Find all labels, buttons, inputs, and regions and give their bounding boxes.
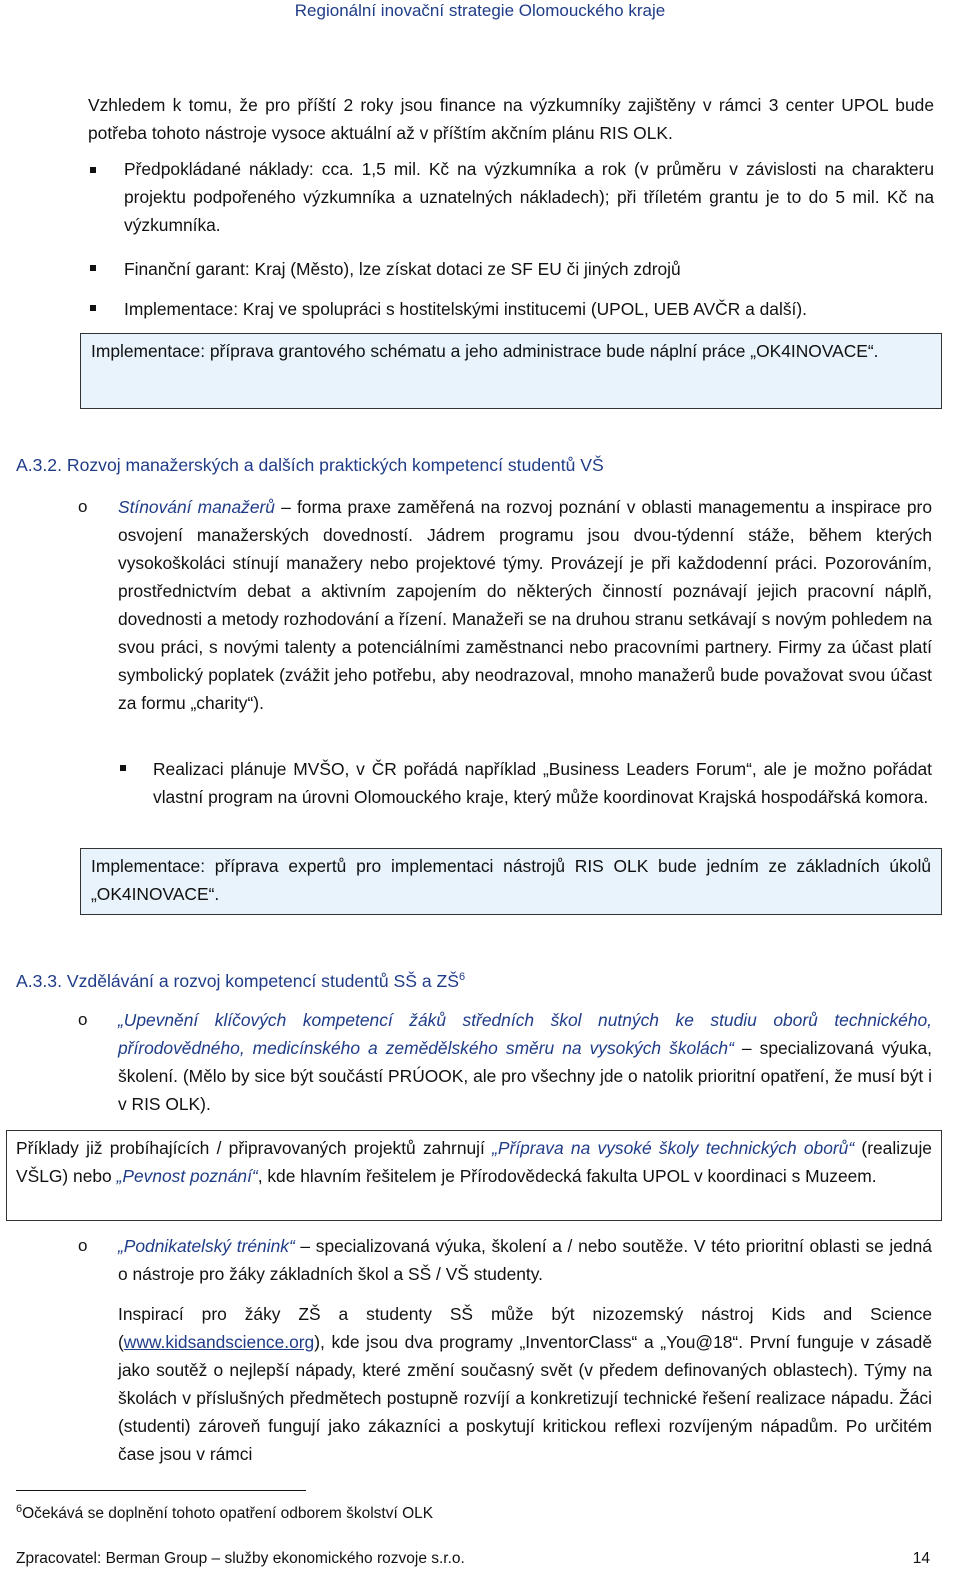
section-heading-a32 [16,453,916,477]
project-link-university-prep: „Příprava na vysoké školy technických oborů“ [492,1138,855,1158]
page-header-title: Regionální inovační strategie Olomouckého kraje [294,1,666,20]
bullet-square-icon [120,765,126,771]
key-competences-title: „Upevnění klíčových kompetencí žáků středních škol nutných ke studiu oborů technického, přírodovědného, medicínského a zemědělského směru na vysokých školách“ [118,1010,932,1058]
box-text-3: , kde hlavním řešitelem je Přírodovědecká fakulta UPOL v koordinaci s Muzeem. [257,1166,877,1186]
project-link-fortress-knowledge: „Pevnost poznání“ [116,1166,258,1186]
bullet-square-icon [90,305,96,311]
bullet-square-icon [90,265,96,271]
bullet-circle-icon: o [78,1010,88,1029]
section-number: A.3.2. [16,455,62,475]
kidsandscience-link[interactable]: www.kidsandscience.org [123,1332,315,1352]
business-training-paragraph [118,1232,932,1288]
bullet-circle-icon: o [78,1236,88,1255]
footnote-number: 6 [16,1502,23,1515]
projects-examples-text [16,1134,932,1190]
kids-science-paragraph [118,1300,932,1468]
implementation-box [80,333,942,409]
experts-implementation-box [80,848,942,915]
kids-science-text-2: ), kde jsou dva programy „InventorClass“ a „You@18“. První funguje v zásadě jako soutěž o nejlepší nápady, které změní současný svět (v předem definovaných oblastech). Týmy na školách v příslušných předmětech postupně rozvíjí a konkretizují technické řešení realizace nápadu. Žáci (studenti) zároveň fungují jako zákazníci a poskytují kritickou reflexi rozvíjeným nápadům. Po určitém čase jsou v rámci [118,1332,932,1464]
kids-science-text-1: Inspirací pro žáky ZŠ a studenty SŠ může být nizozemský nástroj Kids and Science ( [118,1304,932,1352]
bullet-square-icon [90,167,96,173]
key-competences-paragraph [118,1006,932,1118]
footnote [16,1504,916,1524]
bullet-implementation: Implementace: Kraj ve spolupráci s hostitelskými institucemi (UPOL, UEB AVČR a další). [124,299,807,319]
box-text-1: Příklady již probíhajících / připravovaných projektů zahrnují [16,1138,485,1158]
box-text-2: (realizuje VŠLG) nebo [16,1138,932,1186]
footnote-text: Očekává se doplnění tohoto opatření odborem školství OLK [22,1505,434,1522]
business-training-text: – specializovaná výuka, školení a / nebo soutěže. V této prioritní oblasti se jedná o nástroje pro žáky základních škol a SŠ / VŠ studenty. [118,1236,932,1284]
section-title: Rozvoj manažerských a dalších praktických kompetencí studentů VŠ [66,455,604,475]
shadowing-managers-text: – forma praxe zaměřená na rozvoj poznání v oblasti managementu a inspirace pro osvojení manažerských dovedností. Jádrem programu jsou dvou-týdenní stáže, během kterých vysokoškoláci stínují manažery nebo projektové týmy. Provázejí je při každodenní práci. Pozorováním, prostřednictvím debat a aktivním zapojením do některých činností poznávají jejich pracovní náplň, dovednosti a metody rozhodování a řízení. Manažeři se na druhou stranu setkávají s novým pohledem na svou práci, s novými talenty a potenciálními zaměstnanci nebo pracovními partnery. Firmy za účast platí symbolický poplatek (zvážit jeho potřebu, aby neodrazoval, mnoho manažerů bude považovat svou účast za formu „charity“). [118,497,932,713]
implementation-box-text: Implementace: příprava grantového schématu a jeho administrace bude náplní práce „OK4INOVACE“. [91,341,879,361]
key-competences-text: – specializovaná výuka, školení. (Mělo by sice být součástí PRÚOOK, ale pro všechny jde o natolik prioritní opatření, že musí být i v RIS OLK). [118,1038,932,1114]
section-number: A.3.3. [16,971,62,991]
page-number: 14 [912,1550,930,1567]
section-heading-a33 [16,969,916,993]
shadowing-managers-title: Stínování manažerů [118,497,275,517]
footer-author: Zpracovatel: Berman Group – služby ekonomického rozvoje s.r.o. [16,1550,465,1567]
bullet-financial-guarantor: Finanční garant: Kraj (Město), lze získat dotaci ze SF EU či jiných zdrojů [124,259,681,279]
experts-implementation-text: Implementace: příprava expertů pro implementaci nástrojů RIS OLK bude jedním ze základních úkolů „OK4INOVACE“. [91,856,931,904]
bullet-circle-icon: o [78,497,88,516]
shadowing-managers-paragraph [118,493,932,717]
intro-paragraph: Vzhledem k tomu, že pro příští 2 roky jsou finance na výzkumníky zajištěny v rámci 3 center UPOL bude potřeba tohoto nástroje vysoce aktuální až v příštím akčním plánu RIS OLK. [88,95,934,143]
footnote-separator [16,1490,306,1491]
footnote-ref[interactable]: 6 [459,971,466,984]
section-title: Vzdělávání a rozvoj kompetencí studentů SŠ a ZŠ [66,971,460,991]
business-training-title: „Podnikatelský trénink“ [118,1236,295,1256]
bullet-costs: Předpokládané náklady: cca. 1,5 mil. Kč na výzkumníka a rok (v průměru v závislosti na charakteru projektu podpořeného výzkumníka a uznatelných nákladech); při tříletém grantu je to do 5 mil. Kč na výzkumníka. [124,159,934,235]
mvso-subbullet: Realizaci plánuje MVŠO, v ČR pořádá například „Business Leaders Forum“, ale je možno pořádat vlastní program na úrovni Olomouckého kraje, který může koordinovat Krajská hospodářská komora. [153,759,932,807]
projects-examples-box [6,1130,942,1221]
